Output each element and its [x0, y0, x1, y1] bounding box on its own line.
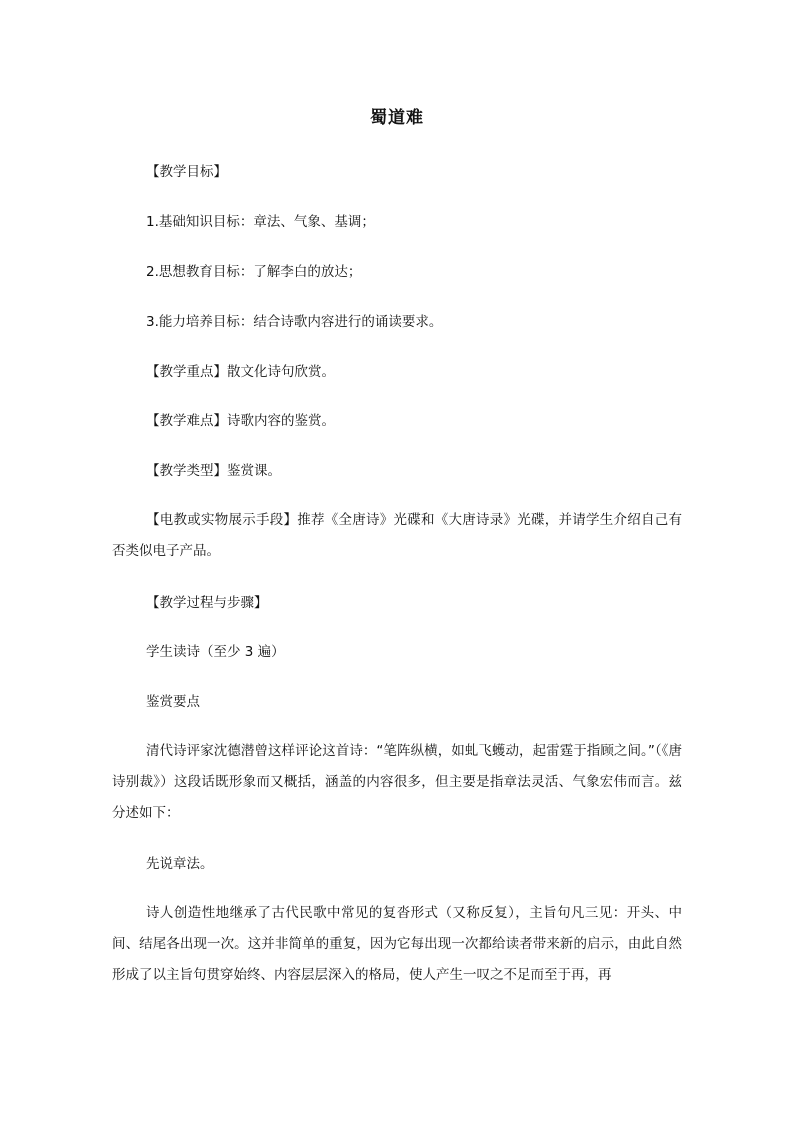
structure-paragraph: 诗人创造性地继承了古代民歌中常见的复沓形式（又称反复），主旨句凡三见：开头、中间、结尾各出现一次。这并非简单的重复，因为它每出现一次都给读者带来新的启示，由此自然形成了以主旨句贯穿始终、内容层层深入的格局，使人产生一叹之不足而至于再，再 [112, 905, 682, 983]
structure-line: 先说章法。 [146, 856, 214, 872]
objective-item-3: 3.能力培养目标：结合诗歌内容进行的诵读要求。 [146, 314, 443, 330]
comment-paragraph: 清代诗评家沈德潜曾这样评论这首诗：“笔阵纵横，如虬飞蠖动，起雷霆于指顾之间。”（《唐诗别裁》）这段话既形象而又概括，涵盖的内容很多，但主要是指章法灵活、气象宏伟而言。兹分述如下： [112, 743, 682, 821]
reading-line: 学生读诗（至少 3 遍） [146, 644, 285, 660]
objective-item-1: 1.基础知识目标：章法、气象、基调； [146, 214, 375, 230]
objective-item-2: 2.思想教育目标：了解李白的放达； [146, 264, 362, 280]
key-point-line: 【教学重点】散文化诗句欣赏。 [146, 364, 335, 380]
lesson-type-line: 【教学类型】鉴赏课。 [146, 463, 281, 479]
document-title: 蜀道难 [370, 108, 424, 128]
media-paragraph: 【电教或实物展示手段】推荐《全唐诗》光碟和《大唐诗录》光碟，并请学生介绍自己有否类似电子产品。 [112, 512, 682, 559]
difficulty-line: 【教学难点】诗歌内容的鉴赏。 [146, 413, 335, 429]
appreciation-line: 鉴赏要点 [146, 694, 200, 710]
process-heading: 【教学过程与步骤】 [146, 595, 268, 611]
objectives-heading: 【教学目标】 [146, 164, 227, 180]
